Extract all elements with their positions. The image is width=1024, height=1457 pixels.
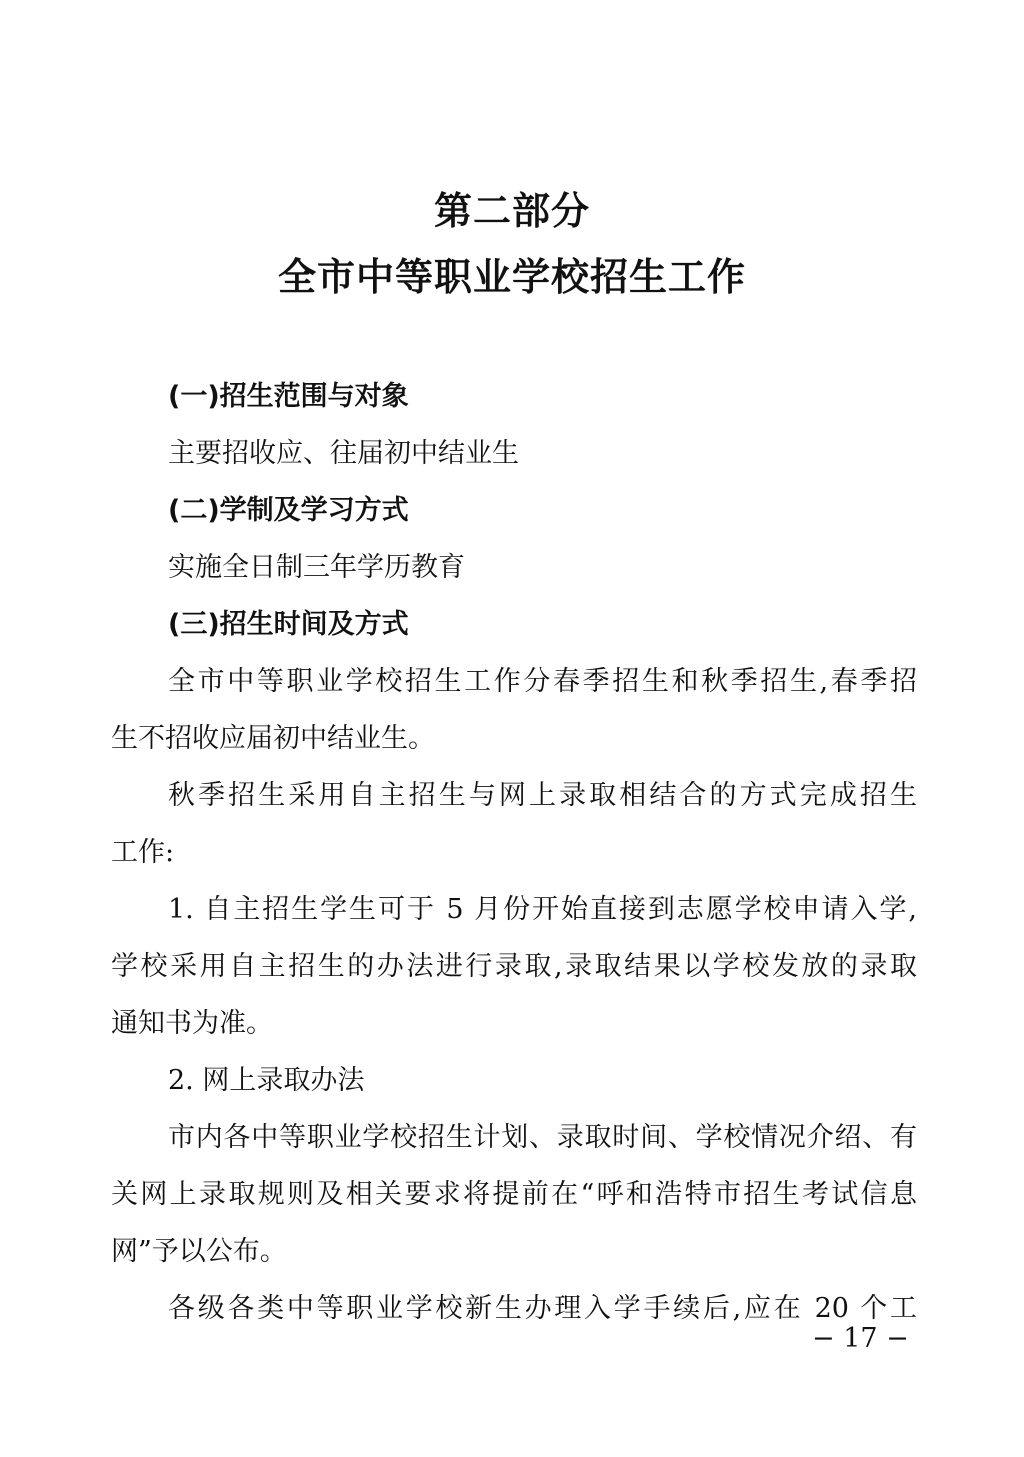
page-number: − 17 − bbox=[812, 1323, 909, 1354]
paragraph-spring-autumn bbox=[111, 653, 917, 767]
paragraph-line: 学校采用自主招生的办法进行录取,录取结果以学校发放的录取 bbox=[111, 951, 917, 982]
section-title: 全市中等职业学校招生工作 bbox=[277, 254, 746, 299]
paragraph-line: 网”予以公布。 bbox=[111, 1236, 287, 1267]
paragraph-line: 工作: bbox=[111, 837, 175, 868]
paragraph-line: 各级各类中等职业学校新生办理入学手续后,应在 20 个工 bbox=[168, 1293, 917, 1324]
paragraph-registration bbox=[111, 1280, 917, 1337]
part-title: 第二部分 bbox=[433, 188, 590, 233]
heading-enrollment-time: (三)招生时间及方式 bbox=[168, 609, 409, 640]
study-system-text: 实施全日制三年学历教育 bbox=[168, 552, 465, 583]
paragraph-line: 2. 网上录取办法 bbox=[168, 1065, 365, 1096]
paragraph-line: 通知书为准。 bbox=[111, 1008, 273, 1039]
document-body bbox=[111, 368, 917, 1337]
heading-enrollment-scope: (一)招生范围与对象 bbox=[168, 381, 409, 412]
paragraph-line: 市内各中等职业学校招生计划、录取时间、学校情况介绍、有 bbox=[168, 1122, 917, 1153]
paragraph-line: 全市中等职业学校招生工作分春季招生和秋季招生,春季招 bbox=[168, 666, 917, 697]
paragraph-line: 关网上录取规则及相关要求将提前在“呼和浩特市招生考试信息 bbox=[111, 1179, 917, 1210]
paragraph-online-rules bbox=[111, 1109, 917, 1280]
paragraph-online-heading bbox=[111, 1052, 917, 1109]
paragraph-line: 1. 自主招生学生可于 5 月份开始直接到志愿学校申请入学, bbox=[168, 894, 917, 925]
paragraph-line: 生不招收应届初中结业生。 bbox=[111, 723, 435, 754]
paragraph-line: 秋季招生采用自主招生与网上录取相结合的方式完成招生 bbox=[168, 780, 917, 811]
heading-study-system: (二)学制及学习方式 bbox=[168, 495, 409, 526]
enrollment-scope-text: 主要招收应、往届初中结业生 bbox=[168, 438, 519, 469]
paragraph-self-enrollment bbox=[111, 881, 917, 1052]
paragraph-autumn-method bbox=[111, 767, 917, 881]
